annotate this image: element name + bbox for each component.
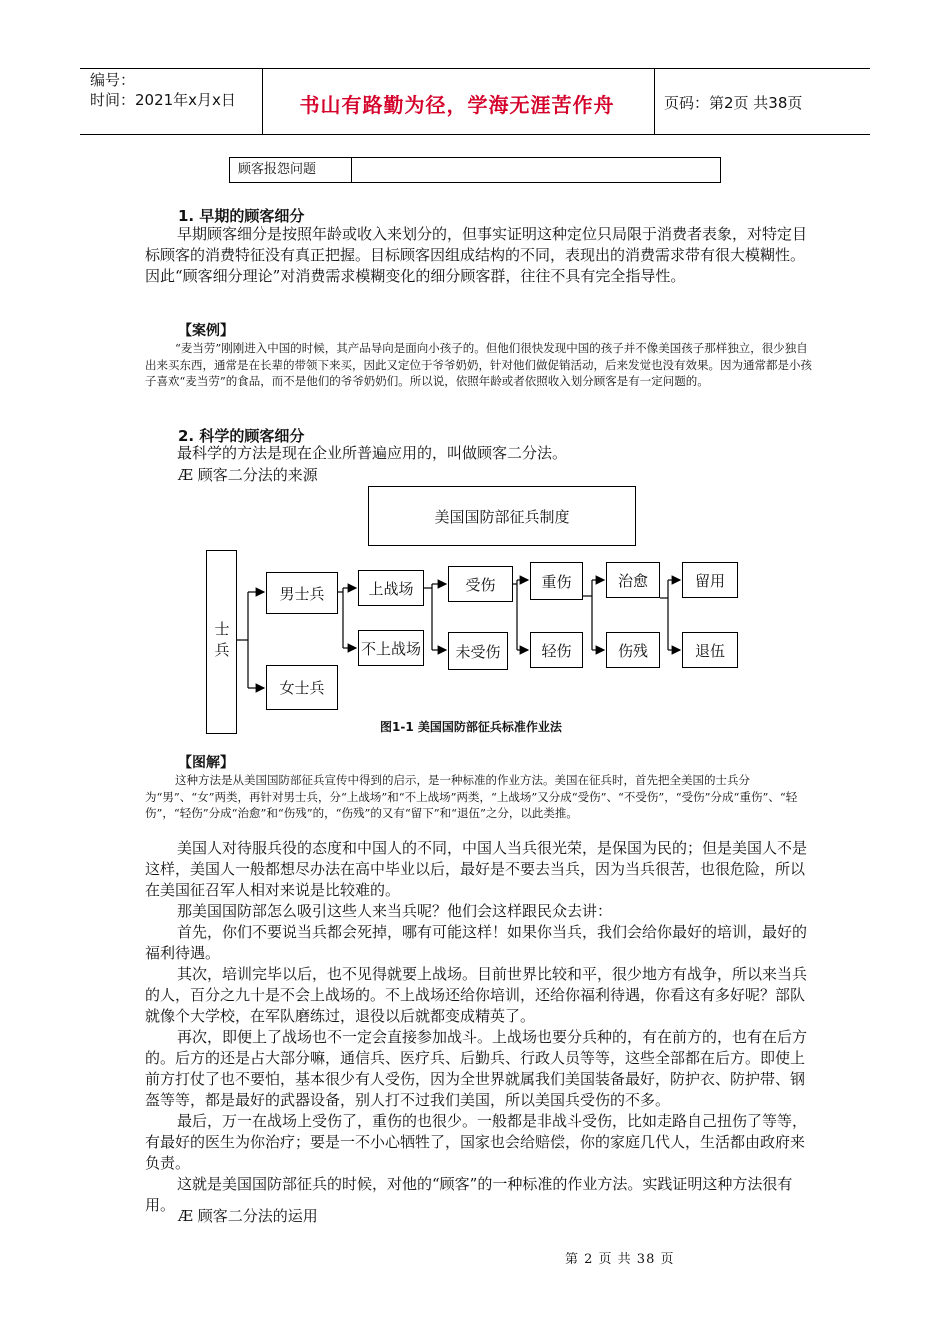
node-serious (530, 562, 583, 600)
node-label: 男士兵 (279, 584, 325, 603)
doc-number-label: 编号： (90, 71, 136, 89)
bullet-application: Æ 顾客二分法的运用 (178, 1207, 318, 1225)
node-label: 留用 (694, 571, 725, 590)
footer-page-number: 第 2 页 共 38 页 (565, 1252, 675, 1267)
node-label: 上战场 (368, 579, 414, 598)
node-stay (682, 562, 738, 598)
paragraph: 其次，培训完毕以后，也不见得就要上战场。目前世界比较和平，很少地方有战争，所以来当兵的人，百分之九十是不会上战场的。不上战场还给你培训，还给你福利待遇，你看这有多好呢？部队就像个大学校，在军队磨练过，退役以后就都变成精英了。 (145, 965, 808, 1025)
paragraph: 最后，万一在战场上受伤了，重伤的也很少。一般都是非战斗受伤，比如走路自己扭伤了等等，有最好的医生为你治疗；要是一不小心牺牲了，国家也会给赔偿，你的家庭几代人，生活都由政府来负责。 (145, 1112, 808, 1172)
node-male (266, 572, 338, 614)
paragraph: 再次，即便上了战场也不一定会直接参加战斗。上战场也要分兵种的，有在前方的，也有在后方的。后方的还是占大部分嘛，通信兵、医疗兵、后勤兵、行政人员等等，这些全部都在后方。即使上前方打仗了也不要怕，基本很少有人受伤，因为全世界就属我们美国装备最好，防护衣、防护帯、钢盔等等，都是最好的武器设备，别人打不过我们美国，所以美国兵受伤的不多。 (145, 1028, 808, 1109)
node-no-battle (358, 630, 424, 666)
node-healed (606, 562, 660, 598)
case-label: 【案例】 (178, 323, 234, 339)
node-label: 退伍 (694, 641, 725, 660)
paragraph: 这就是美国国防部征兵的时候，对他的“顾客”的一种标准的作业方法。实践证明这种方法很有用。 (145, 1175, 793, 1214)
node-female (266, 665, 338, 710)
node-label: 未受伤 (455, 642, 501, 661)
table-cell-label: 顾客报怨问题 (230, 158, 352, 182)
paragraph: 这种方法是从美国国防部征兵宣传中得到的启示，是一种标准的作业方法。美国在征兵时，首先把全美国的士兵分为“男”、“女”两类，再针对男士兵，分“上战场”和“不上战场”两类，“上战场”又分成“受伤”、“不受伤”，“受伤”分成“重伤”、“轻伤”，“轻伤”分成“治愈”和“伤残”的，“伤残”的又有“留下”和“退伍”之分，以此类推。 (145, 773, 798, 820)
node-label: 治愈 (617, 571, 648, 590)
header-motto: 书山有路勤为径，学海无涯苦作舟 (299, 93, 615, 117)
node-uninjured (448, 632, 508, 670)
header-page-label: 页码：第2页 共38页 (664, 94, 803, 112)
node-label: 士兵 (212, 621, 231, 663)
paragraph: 美国人对待服兵役的态度和中国人的不同，中国人当兵很光荣，是保国为民的；但是美国人不是这样，美国人一般都想尽办法在高中毕业以后，最好是不要去当兵，因为当兵很苦，也很危险，所以在美国征召军人相对来说是比较难的。 (145, 839, 808, 899)
diagram-title: 美国国防部征兵制度 (434, 507, 570, 526)
explain-label: 【图解】 (178, 755, 234, 771)
node-minor (530, 632, 583, 668)
node-battle (358, 570, 424, 606)
explain-text (145, 772, 813, 822)
node-disabled (606, 632, 660, 668)
paragraph: 首先，你们不要说当兵都会死掉，哪有可能这样！如果你当兵，我们会给你最好的培训，最好的福利待遇。 (145, 923, 808, 962)
node-injured (448, 566, 513, 602)
node-soldier (206, 550, 237, 734)
node-label: 不上战场 (360, 639, 421, 658)
body-text (145, 838, 813, 1216)
node-label: 轻伤 (541, 641, 572, 660)
node-label: 受伤 (465, 575, 496, 594)
node-label: 重伤 (541, 572, 572, 591)
bullet-origin: Æ 顾客二分法的来源 (178, 466, 318, 484)
node-label: 女士兵 (279, 679, 325, 697)
node-retire (682, 632, 738, 668)
doc-time-label: 时间：2021年x月x日 (90, 91, 236, 109)
section2-heading: 2. 科学的顾客细分 (178, 427, 305, 445)
paragraph: “麦当劳”刚刚进入中国的时候，其产品导向是面向小孩子的。但他们很快发现中国的孩子并不像美国孩子那样独立，很少独自出来买东西，通常是在长辈的带领下来买，因此又定位于爷爷奶奶，针对他们做促销活动，后来发觉也没有效果。因为通常都是小孩子喜欢“麦当劳”的食品，而不是他们的爷爷奶奶们。所以说，依照年龄或者依照收入划分顾客是有一定问题的。 (145, 341, 812, 388)
paragraph: 最科学的方法是现在企业所普遍应用的，叫做顾客二分法。 (177, 444, 568, 462)
node-label: 伤残 (617, 641, 648, 660)
section1-heading: 1. 早期的顾客细分 (178, 207, 305, 225)
paragraph: 那美国国防部怎么吸引这些人来当兵呢？他们会这样跟民众去讲： (177, 902, 613, 920)
figure-caption: 图1-1 美国国防部征兵标准作业法 (380, 720, 562, 734)
paragraph: 早期顾客细分是按照年龄或收入来划分的，但事实证明这种定位只局限于消费者表象，对特定目标顾客的消费特征没有真正把握。目标顾客因组成结构的不同，表现出的消费需求带有很大模糊性。因此“顾客细分理论”对消费需求模糊变化的细分顾客群，往往不具有完全指导性。 (145, 225, 808, 285)
diagram-title-box (368, 486, 636, 546)
